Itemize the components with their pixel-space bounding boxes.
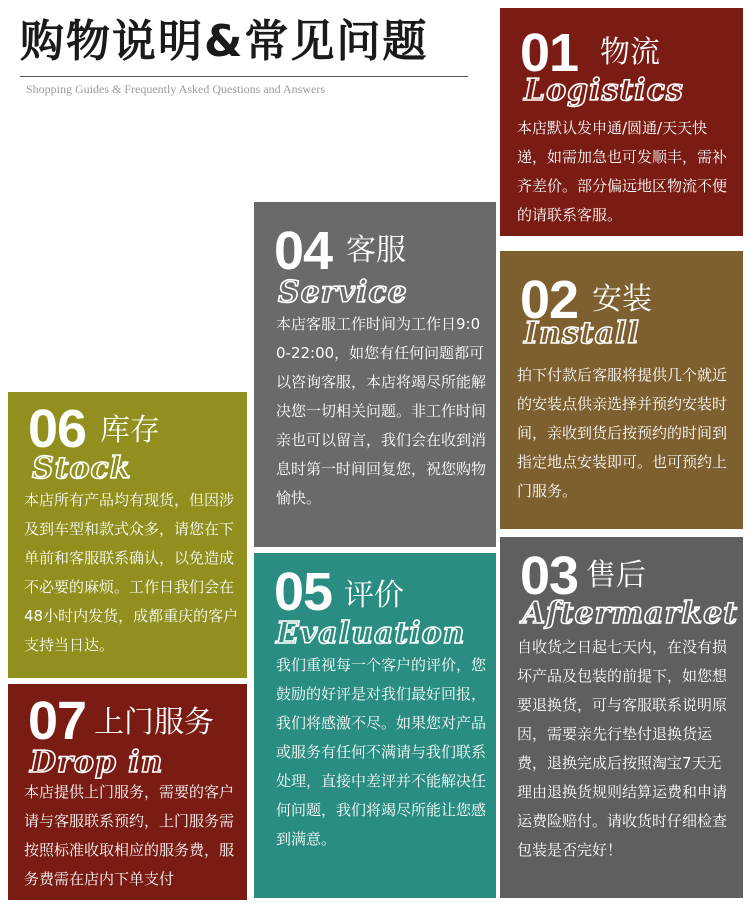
section-number: 04 xyxy=(274,221,333,281)
section-body: 拍下付款后客服将提供几个就近的安装点供亲选择并预约安装时间，亲收到货后按预约的时间到指定地点安装即可。也可预约上门服务。 xyxy=(517,366,728,500)
section-title-zh: 评价 xyxy=(344,578,404,613)
section-body: 本店客服工作时间为工作日9:00-22:00，如您有任何问题都可以咨询客服，本店将竭尽所能解决您一切相关问题。非工作时间亲也可以留言，我们会在收到消息时第一时间回复您，祝您购物愉快。 xyxy=(276,315,487,507)
service-card xyxy=(254,202,496,547)
section-number: 03 xyxy=(520,546,579,606)
section-title-en: Evaluation xyxy=(276,616,466,651)
section-body: 本店所有产品均有现货，但因涉及到车型和款式众多，请您在下单前和客服联系确认，以免造成不必要的麻烦。工作日我们会在48小时内发货，成都重庆的客户支持当日达。 xyxy=(24,491,239,654)
aftermarket-card xyxy=(500,537,743,898)
drop-in-card xyxy=(8,684,247,900)
page-title: 购物说明&常见问题 xyxy=(20,16,429,67)
section-number: 01 xyxy=(520,23,579,83)
section-body: 本店提供上门服务，需要的客户请与客服联系预约，上门服务需按照标准收取相应的服务费，服务费需在店内下单支付 xyxy=(24,783,235,888)
logistics-card xyxy=(500,8,743,236)
page-subtitle: Shopping Guides & Frequently Asked Questions and Answers xyxy=(26,82,325,96)
section-title-zh: 库存 xyxy=(100,413,160,448)
section-title-zh: 售后 xyxy=(586,558,646,593)
title-divider xyxy=(20,76,468,77)
section-title-en: Drop in xyxy=(30,745,164,780)
section-number: 02 xyxy=(520,270,579,330)
section-title-en: Install xyxy=(524,316,640,351)
section-number: 07 xyxy=(28,691,87,751)
page-header xyxy=(20,14,470,96)
section-title-en: Service xyxy=(278,275,408,310)
section-title-en: Logistics xyxy=(524,73,684,108)
section-title-en: Stock xyxy=(32,451,132,486)
install-card xyxy=(500,251,743,529)
section-body: 我们重视每一个客户的评价，您鼓励的好评是对我们最好回报，我们将感激不尽。如果您对产品或服务有任何不满请与我们联系处理，直接中差评并不能解决任何问题，我们将竭尽所能让您感到满意。 xyxy=(276,656,487,848)
section-title-zh: 物流 xyxy=(600,35,660,70)
section-body: 自收货之日起七天内，在没有损坏产品及包装的前提下，如您想要退换货，可与客服联系说明原因，需要亲先行垫付退换货运费，退换完成后按照淘宝7天无理由退换货规则结算运费和申请运费险赔付。请收货时仔细检查包装是否完好！ xyxy=(517,638,728,859)
section-title-en: Aftermarket xyxy=(522,596,739,631)
section-body: 本店默认发申通/圆通/天天快递，如需加急也可发顺丰，需补齐差价。部分偏远地区物流不便的请联系客服。 xyxy=(517,119,728,224)
evaluation-card xyxy=(254,553,496,898)
section-number: 05 xyxy=(274,562,333,622)
stock-card xyxy=(8,392,247,678)
section-number: 06 xyxy=(28,399,87,459)
section-title-zh: 客服 xyxy=(346,233,406,268)
section-title-zh: 上门服务 xyxy=(94,705,214,740)
section-title-zh: 安装 xyxy=(592,282,652,317)
